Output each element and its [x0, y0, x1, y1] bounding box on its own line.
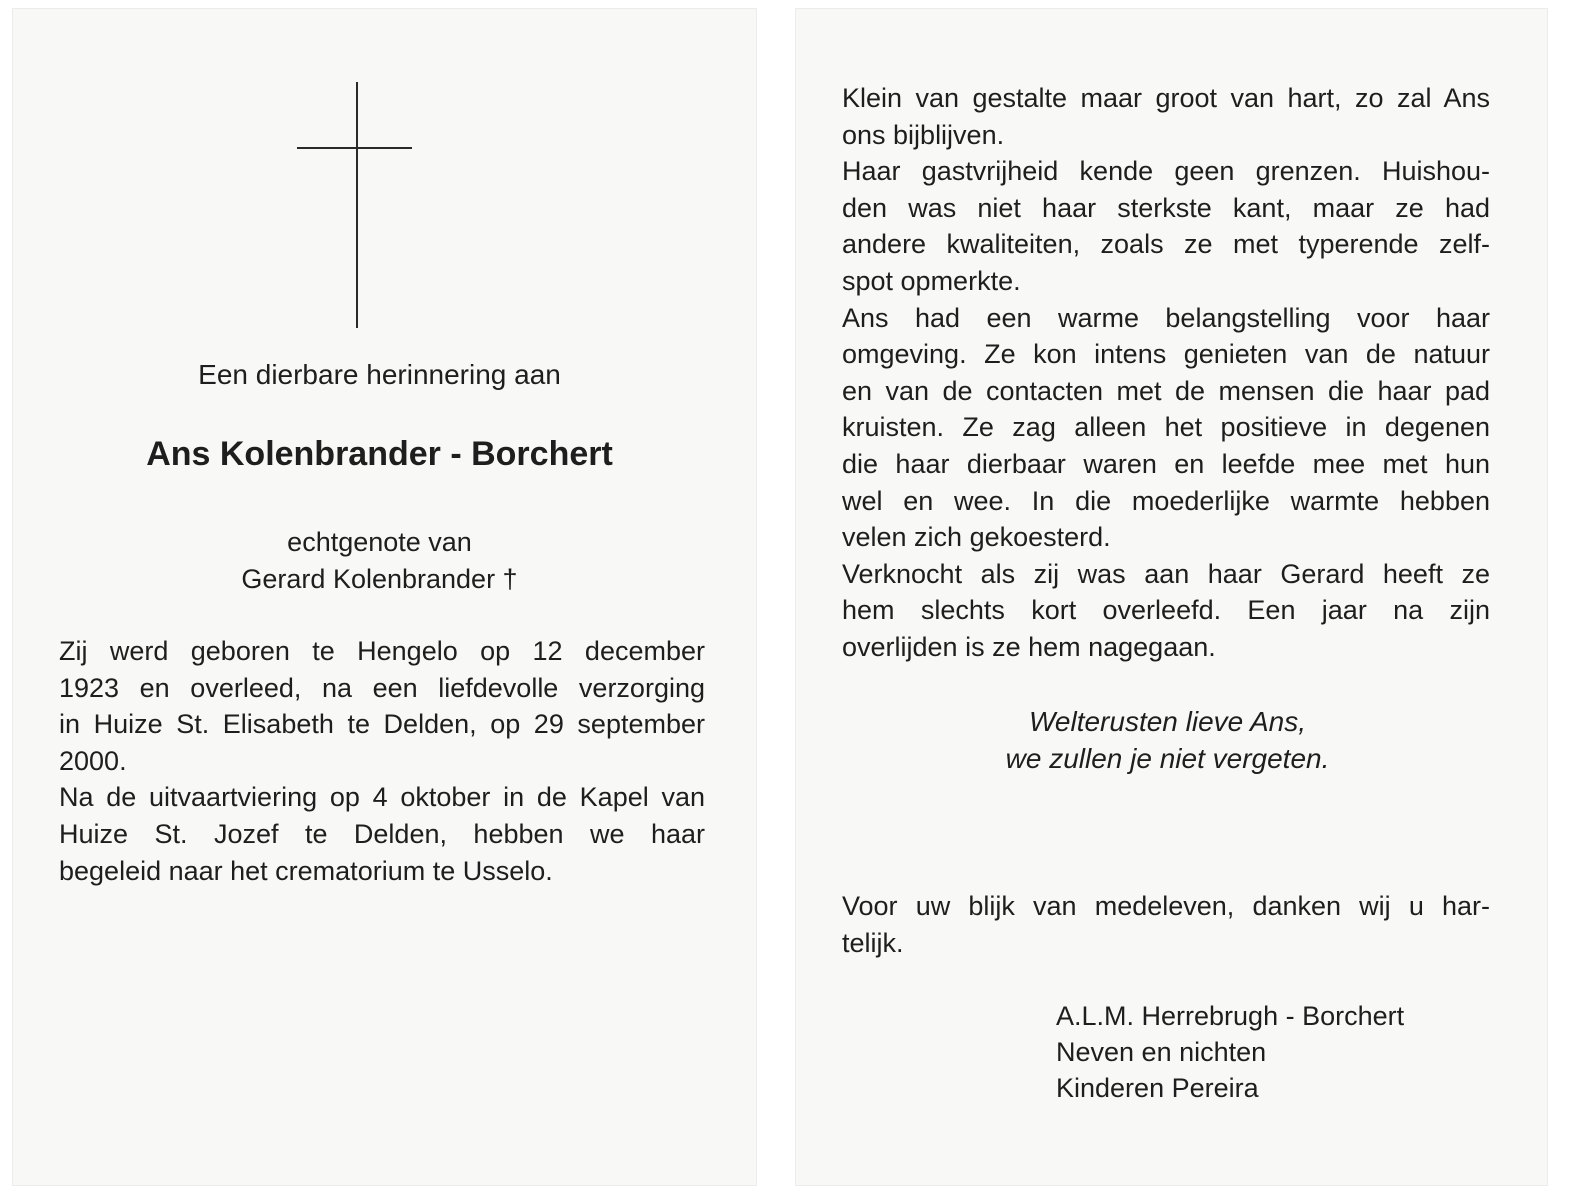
closing-line: we zullen je niet vergeten.	[1005, 743, 1330, 774]
text-line: Huize St. Jozef te Delden, hebben we haar	[59, 818, 705, 849]
spouse-name: Gerard Kolenbrander †	[241, 564, 518, 594]
cross-icon-horizontal	[297, 147, 412, 149]
biography-paragraph	[59, 633, 705, 889]
spouse-label: echtgenote van	[287, 527, 472, 557]
left-page	[12, 8, 757, 1186]
text-line: en van de contacten met de mensen die haar pad	[842, 375, 1490, 406]
text-line: wel en wee. In die moederlijke warmte hebben	[842, 485, 1490, 516]
thanks-paragraph	[842, 888, 1490, 961]
text-line: Haar gastvrijheid kende geen grenzen. Huishou-	[842, 156, 1490, 187]
text-line: spot opmerkte.	[842, 265, 1021, 296]
text-line: andere kwaliteiten, zoals ze met typerende zelf-	[842, 229, 1490, 260]
text-line: overlijden is ze hem nagegaan.	[842, 631, 1216, 662]
text-line: den was niet haar sterkste kant, maar ze had	[842, 192, 1490, 223]
text-line: Klein van gestalte maar groot van hart, zo zal Ans	[842, 83, 1490, 113]
tribute-paragraph	[842, 80, 1490, 666]
signer: Neven en nichten	[1056, 1037, 1267, 1067]
signer: Kinderen Pereira	[1056, 1073, 1259, 1103]
text-line: Verknocht als zij was aan haar Gerard heeft ze	[842, 558, 1490, 589]
text-line: Na de uitvaartviering op 4 oktober in de Kapel van	[59, 782, 705, 813]
deceased-name: Ans Kolenbrander - Borchert	[146, 435, 613, 473]
text-line: telijk.	[842, 927, 904, 958]
signers-list	[1056, 998, 1404, 1106]
closing-verse	[795, 703, 1540, 777]
text-line: Zij werd geboren te Hengelo op 12 december	[59, 636, 705, 666]
text-line: begeleid naar het crematorium te Usselo.	[59, 855, 553, 886]
text-line: omgeving. Ze kon intens genieten van de natuur	[842, 339, 1490, 370]
text-line: in Huize St. Elisabeth te Delden, op 29 september	[59, 709, 705, 740]
text-line: 1923 en overleed, na een liefdevolle verzorging	[59, 672, 705, 703]
text-line: kruisten. Ze zag alleen het positieve in degenen	[842, 412, 1490, 443]
text-line: die haar dierbaar waren en leefde mee met hun	[842, 448, 1490, 479]
cross-icon-vertical	[356, 82, 358, 328]
text-line: Voor uw blijk van medeleven, danken wij u har-	[842, 891, 1490, 921]
intro-text: Een dierbare herinnering aan	[198, 359, 561, 390]
signer: A.L.M. Herrebrugh - Borchert	[1056, 1001, 1405, 1031]
text-line: ons bijblijven.	[842, 119, 1005, 150]
text-line: Ans had een warme belangstelling voor haar	[842, 302, 1490, 333]
text-line: 2000.	[59, 745, 127, 776]
right-page	[795, 8, 1548, 1186]
spouse-block	[12, 524, 747, 598]
text-line: velen zich gekoesterd.	[842, 522, 1111, 553]
text-line: hem slechts kort overleefd. Een jaar na zijn	[842, 595, 1490, 626]
closing-line: Welterusten lieve Ans,	[1028, 706, 1307, 737]
